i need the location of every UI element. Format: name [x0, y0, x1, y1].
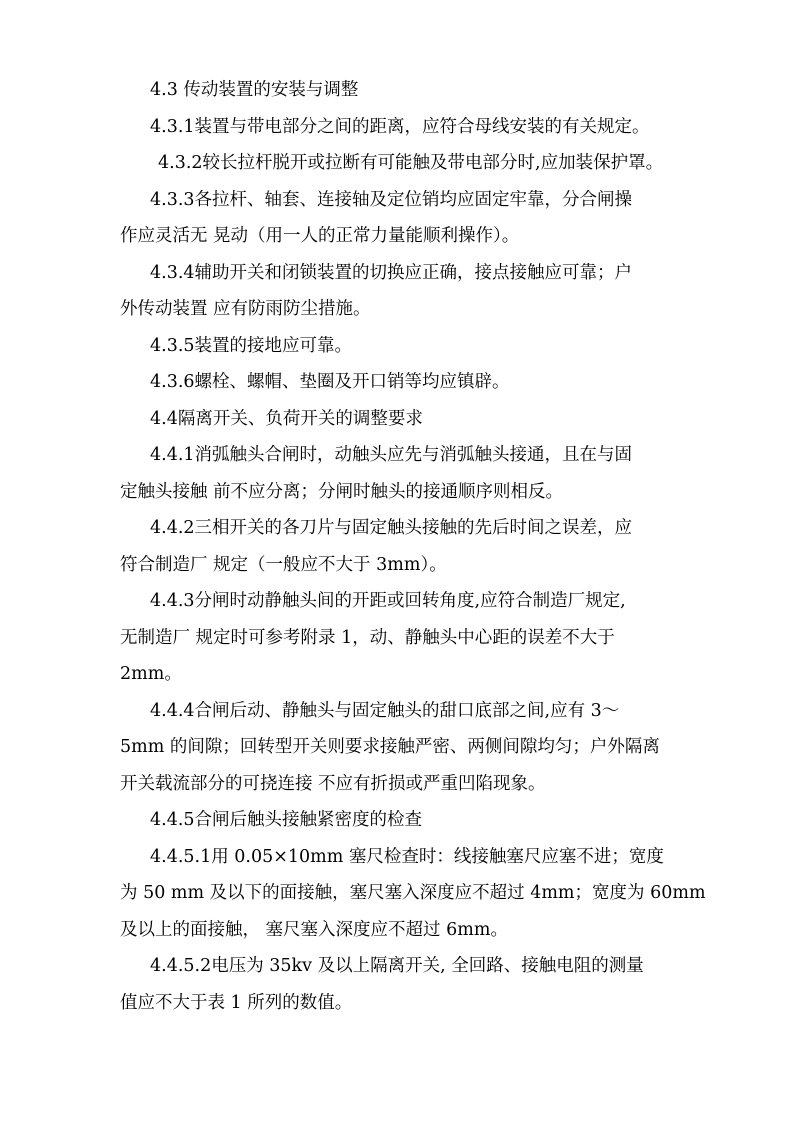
text-line: 4.4隔离开关、负荷开关的调整要求 — [150, 408, 423, 429]
text-line: 4.4.2三相开关的各刀片与固定触头接触的先后时间之误差，应 — [150, 518, 633, 538]
clause-4-3-2 — [150, 145, 690, 182]
text-line: 4.3.2较长拉杆脱开或拉断有可能触及带电部分时,应加装保护罩。 — [158, 153, 664, 173]
text-line: 符合制造厂 规定（一般应不大于 3mm）。 — [120, 554, 447, 575]
text-line: 4.3.4辅助开关和闭锁装置的切换应正确，接点接触应可靠；户 — [150, 262, 633, 283]
clause-4-3-3 — [120, 182, 690, 255]
clause-4-3-6 — [150, 364, 690, 401]
clause-4-4-4 — [120, 693, 690, 803]
text-line: 2mm。 — [120, 664, 182, 684]
text-line: 4.4.5合闸后触头接触紧密度的检查 — [150, 810, 423, 830]
text-line: 为 50 mm 及以下的面接触，塞尺塞入深度应不超过 4mm；宽度为 60mm — [120, 883, 706, 903]
clause-4-4-5 — [150, 802, 690, 839]
text-line: 4.3 传动装置的安装与调整 — [150, 80, 359, 100]
clause-4-4-3 — [120, 583, 690, 693]
document-body — [120, 72, 706, 1021]
text-line: 4.4.3分闸时动静触头间的开距或回转角度,应符合制造厂规定, — [150, 591, 626, 611]
text-line: 4.3.5装置的接地应可靠。 — [150, 335, 353, 356]
section-heading-4-3 — [150, 72, 690, 109]
text-line: 无制造厂 规定时可参考附录 1，动、静触头中心距的误差不大于 — [120, 627, 615, 648]
clause-4-4-2 — [120, 510, 690, 583]
text-line: 4.3.6螺栓、螺帽、垫圈及开口销等均应镇辟。 — [150, 372, 510, 392]
text-line: 5mm 的间隙；回转型开关则要求接触严密、两侧间隙均匀；户外隔离 — [120, 737, 660, 757]
text-line: 值应不大于表 1 所列的数值。 — [120, 992, 353, 1013]
clause-4-4-5-1 — [120, 839, 706, 949]
text-line: 作应灵活无 晃动（用一人的正常力量能顺利操作）。 — [120, 226, 520, 246]
clause-4-3-4 — [120, 255, 690, 328]
text-line: 4.4.1消弧触头合闸时，动触头应先与消弧触头接通，且在与固 — [150, 445, 633, 465]
clause-4-4-1 — [120, 437, 690, 510]
text-line: 4.4.5.1用 0.05×10mm 塞尺检查时：线接触塞尺应塞不进；宽度 — [150, 846, 664, 867]
clause-4-3-1 — [150, 109, 690, 146]
text-line: 定触头接触 前不应分离；分闸时触头的接通顺序则相反。 — [120, 481, 564, 502]
text-line: 4.3.3各拉杆、轴套、连接轴及定位销均应固定牢靠，分合闸操 — [150, 189, 633, 210]
text-line: 及以上的面接触， 塞尺塞入深度应不超过 6mm。 — [120, 919, 508, 940]
text-line: 4.3.1装置与带电部分之间的距离，应符合母线安装的有关规定。 — [150, 116, 650, 137]
text-line: 4.4.4合闸后动、静触头与固定触头的甜口底部之间,应有 3～ — [150, 700, 620, 721]
clause-4-4-5-2 — [120, 948, 690, 1021]
text-line: 开关载流部分的可挠连接 不应有折损或严重凹陷现象。 — [120, 773, 546, 794]
clause-4-3-5 — [150, 328, 690, 365]
text-line: 外传动装置 应有防雨防尘措施。 — [120, 299, 371, 319]
text-line: 4.4.5.2电压为 35kv 及以上隔离开关, 全回路、接触电阻的测量 — [150, 956, 644, 976]
section-heading-4-4 — [150, 401, 690, 438]
